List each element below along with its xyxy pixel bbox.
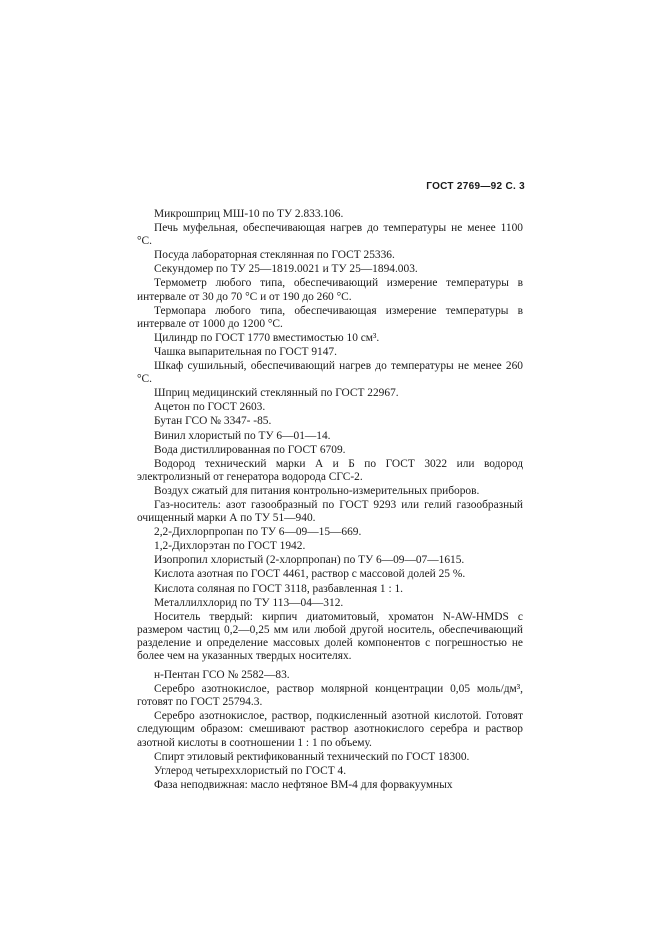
paragraph: Печь муфельная, обеспечивающая нагрев до температуры не менее 1100 °С. [137,222,523,248]
document-body [137,208,523,792]
paragraph: Винил хлористый по ТУ 6—01—14. [154,429,331,442]
paragraph: Шприц медицинский стеклянный по ГОСТ 22967. [154,387,399,400]
paragraph: Ацетон по ГОСТ 2603. [154,401,266,414]
paragraph: Кислота соляная по ГОСТ 3118, разбавленная 1 : 1. [154,582,404,595]
page-header: ГОСТ 2769—92 С. 3 [426,181,525,192]
paragraph: Металлилхлорид по ТУ 113—04—312. [154,596,344,609]
paragraph: Фаза неподвижная: масло нефтяное ВМ-4 для форвакуумных [154,778,453,791]
paragraph: 1,2-Дихлорэтан по ГОСТ 1942. [154,540,306,553]
paragraph: н-Пентан ГСО № 2582—83. [154,669,290,682]
paragraph: Цилиндр по ГОСТ 1770 вместимостью 10 см³. [154,331,380,344]
paragraph: Носитель твердый: кирпич диатомитовый, хроматон N-AW-HMDS с размером частиц 0,2—0,25 мм или любой другой носитель, обеспечивающий разделение и определение массовых долей компонентов с погрешностью не более чем на указанных твердых носителях. [137,610,523,662]
paragraph: Газ-носитель: азот газообразный по ГОСТ 9293 или гелий газообразный очищенный марки А по ТУ 51—940. [137,498,523,525]
paragraph: Бутан ГСО № 3347- -85. [154,415,272,428]
paragraph: Серебро азотнокислое, раствор, подкисленный азотной кислотой. Готовят следующим образом: смешивают раствор азотнокислого серебра и раствор азотной кислоты в соотношении 1 : 1 по объему. [137,710,523,749]
paragraph: Микрошприц МШ-10 по ТУ 2.833.106. [154,208,344,220]
paragraph: Воздух сжатый для питания контрольно-измерительных приборов. [154,484,480,497]
paragraph: Посуда лабораторная стеклянная по ГОСТ 25336. [154,249,395,262]
paragraph: 2,2-Дихлорпропан по ТУ 6—09—15—669. [154,526,362,539]
paragraph: Серебро азотнокислое, раствор молярной концентрации 0,05 моль/дм³, готовят по ГОСТ 25794.3. [137,683,523,709]
paragraph: Изопропил хлористый (2-хлорпропан) по ТУ 6—09—07—1615. [154,554,465,567]
paragraph: Секундомер по ТУ 25—1819.0021 и ТУ 25—1894.003. [154,263,418,276]
paragraph: Термометр любого типа, обеспечивающий измерение температуры в интервале от 30 до 70 °С и от 190 до 260 °С. [137,277,523,303]
paragraph: Термопара любого типа, обеспечивающая измерение температуры в интервале от 1000 до 1200 °С. [137,304,523,330]
paragraph: Кислота азотная по ГОСТ 4461, раствор с массовой долей 25 %. [154,568,466,581]
paragraph: Вода дистиллированная по ГОСТ 6709. [154,443,346,456]
paragraph: Углерод четыреххлористый по ГОСТ 4. [154,764,347,777]
paragraph: Спирт этиловый ректификованный технический по ГОСТ 18300. [154,750,470,763]
paragraph: Шкаф сушильный, обеспечивающий нагрев до температуры не менее 260 °С. [137,360,523,386]
paragraph: Чашка выпарительная по ГОСТ 9147. [154,345,337,358]
paragraph: Водород технический марки А и Б по ГОСТ 3022 или водород электролизный от генератора водорода СГС-2. [137,457,523,483]
